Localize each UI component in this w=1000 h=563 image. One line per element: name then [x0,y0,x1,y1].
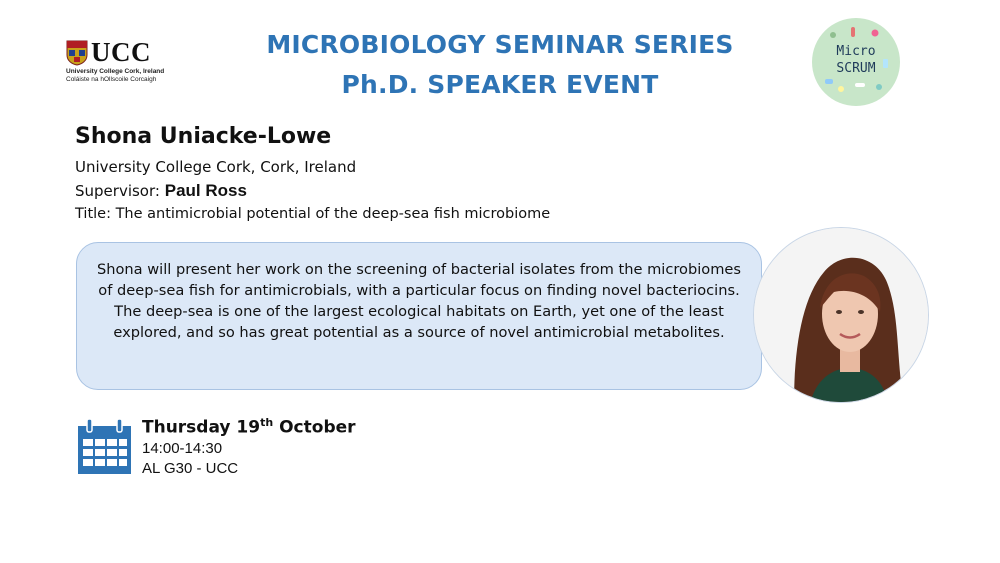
event-date [142,416,356,438]
ucc-wordmark: UCC [91,37,151,67]
event-day-suffix: th [260,416,274,429]
supervisor-label: Supervisor: [75,182,160,200]
calendar-icon [77,419,132,475]
event-day: Thursday 19 [142,417,261,438]
event-subtitle: Ph.D. SPEAKER EVENT [341,70,659,99]
ucc-irish-name: Coláiste na hOllscoile Corcaigh [66,76,157,83]
supervisor-name: Paul Ross [164,181,247,200]
event-venue: AL G30 - UCC [142,460,239,477]
speaker-name: Shona Uniacke-Lowe [75,124,332,149]
event-month: October [273,417,356,438]
seminar-series-title: MICROBIOLOGY SEMINAR SERIES [266,30,734,59]
microscrum-logo-line2: SCRUM [836,61,876,76]
speaker-affiliation: University College Cork, Cork, Ireland [75,158,357,176]
abstract-text: Shona will present her work on the screening of bacterial isolates from the microbiomes of deep-sea fish for antimicrobials, with a particular focus on finding novel bacteriocins. The deep-sea is one of the largest ecological habitats on Earth, yet one of the least explored, and so has great potential as a source of novel antimicrobial metabolites. [96,261,742,341]
ucc-crest-icon [66,40,88,66]
ucc-logo [66,38,166,86]
microscrum-logo [811,17,901,107]
speaker-photo [753,227,929,403]
ucc-english-name: University College Cork, Ireland [66,68,165,75]
event-time: 14:00-14:30 [142,440,223,457]
abstract-box [76,242,762,390]
supervisor-line [75,181,247,201]
talk-title: Title: The antimicrobial potential of the deep-sea fish microbiome [75,206,551,222]
microscrum-logo-line1: Micro [836,44,876,59]
